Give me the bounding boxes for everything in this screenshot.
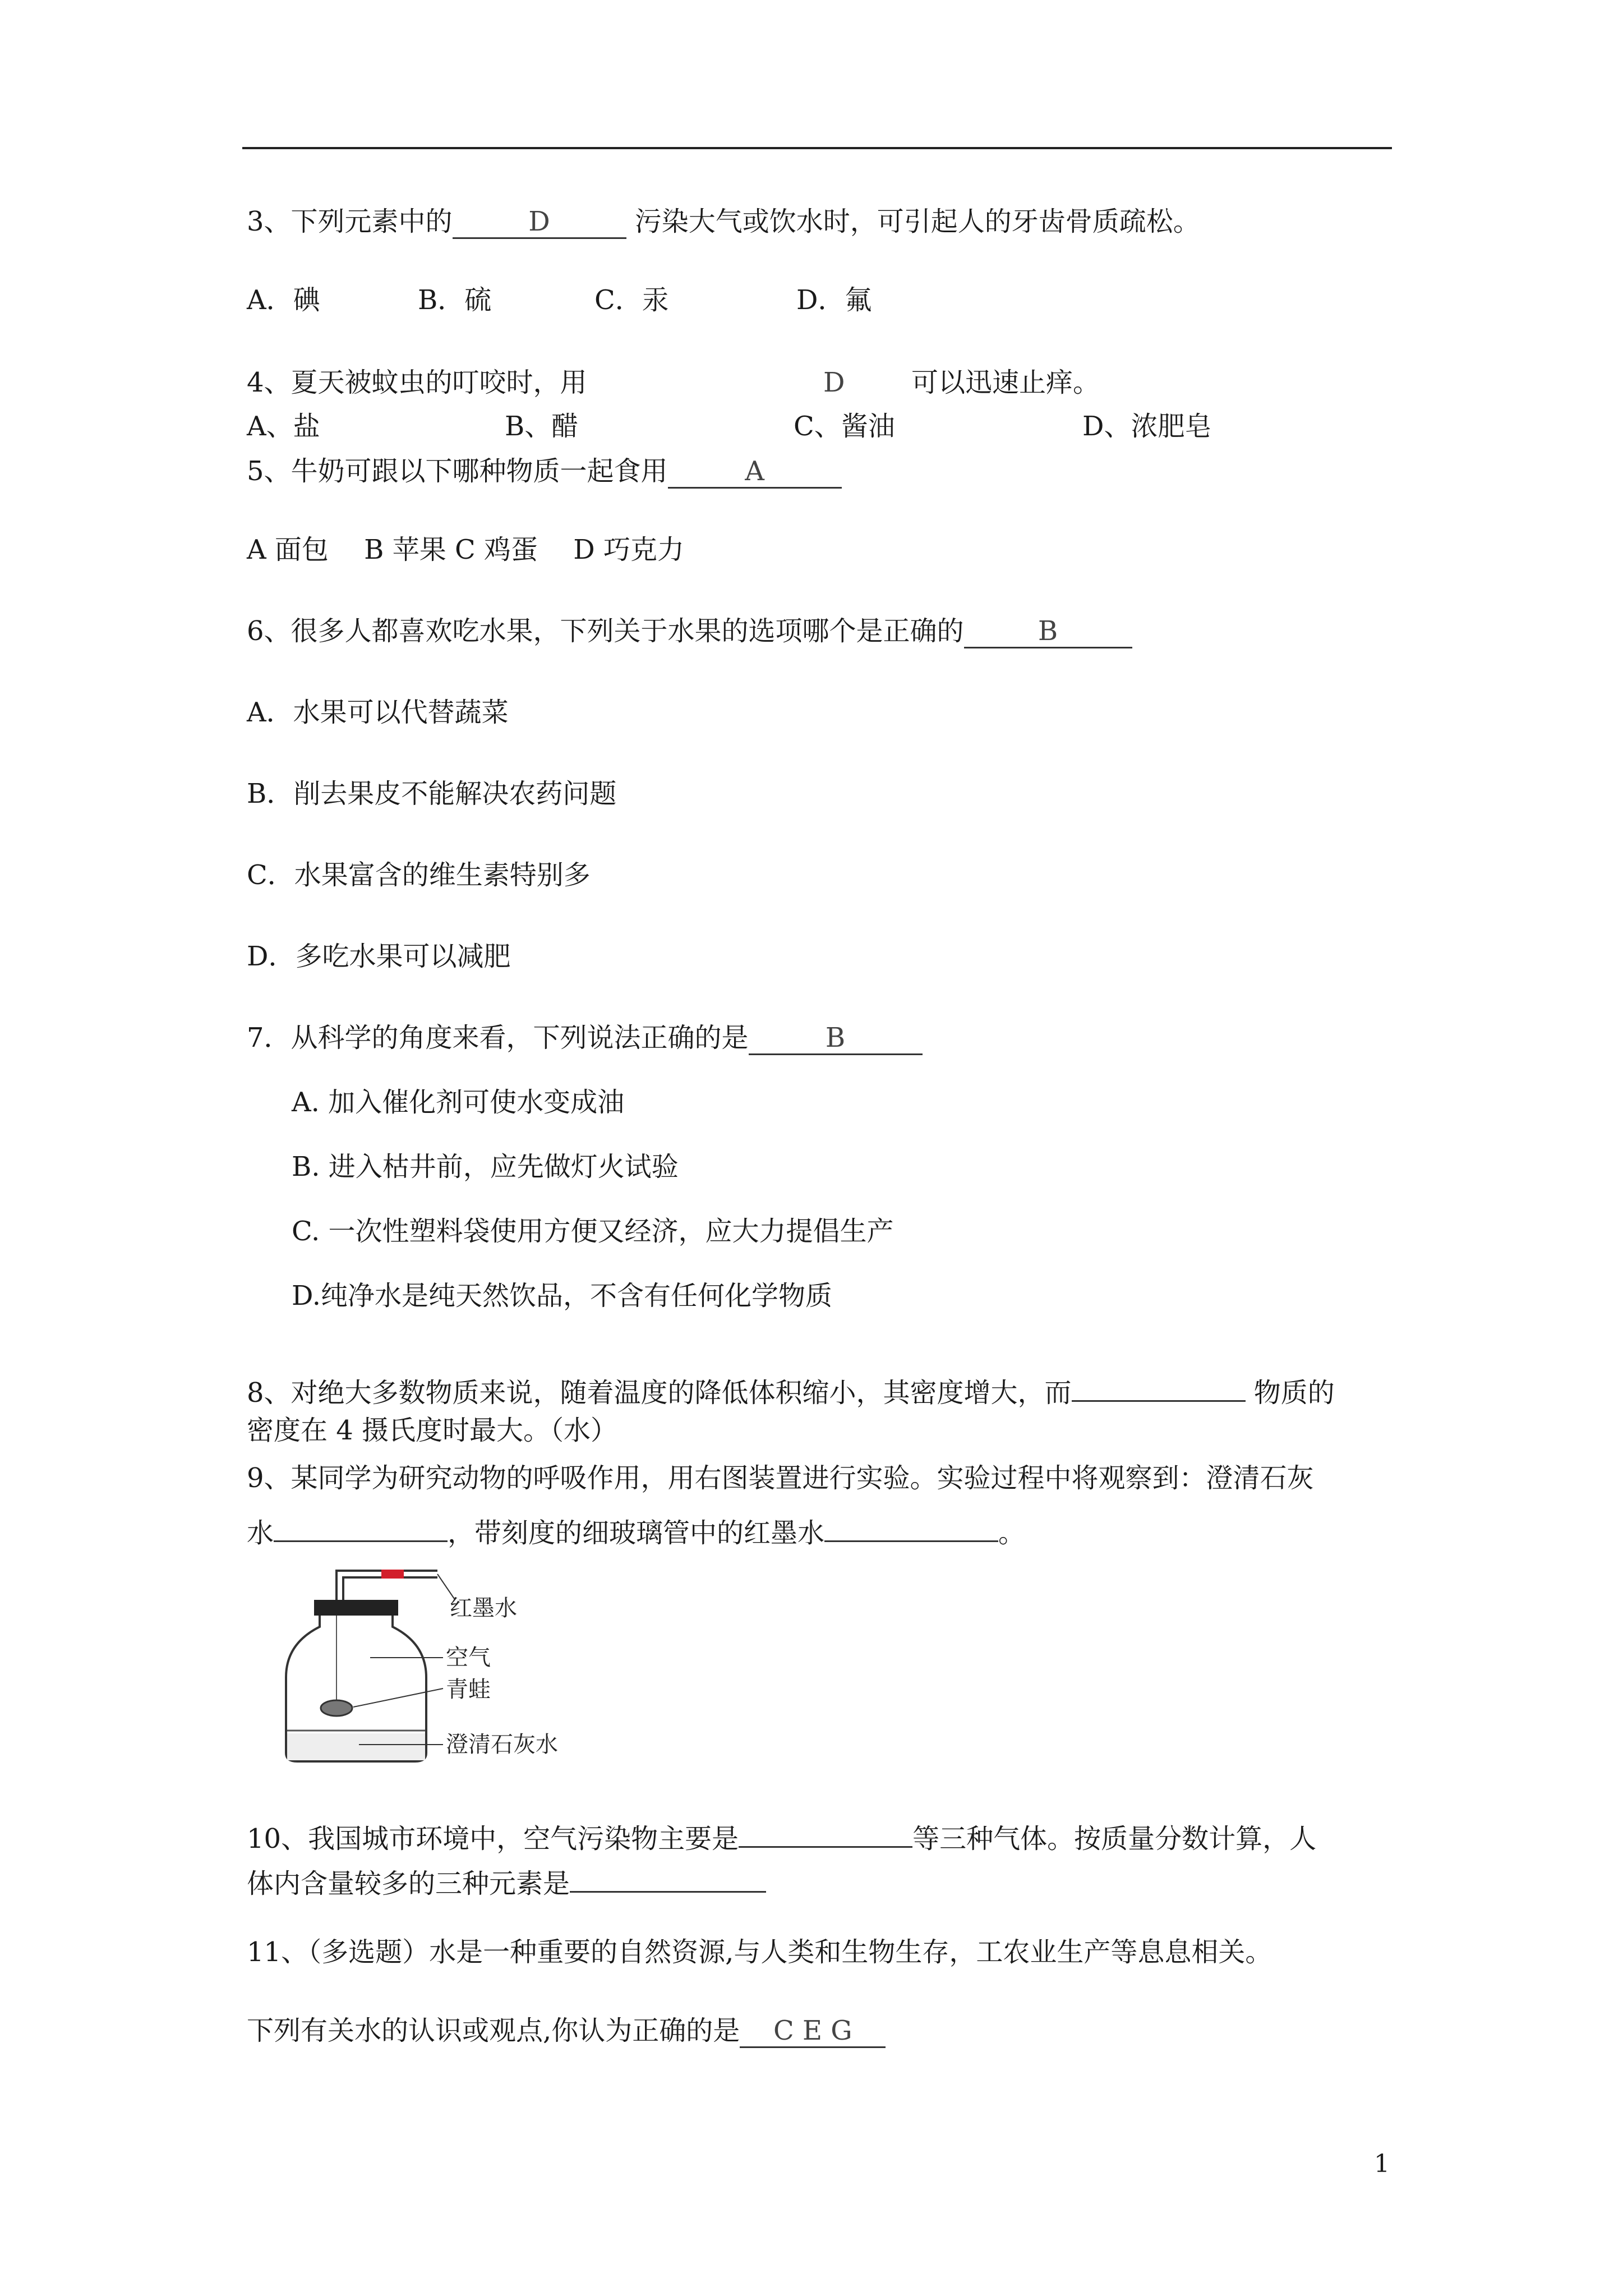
question-9-blank-1 [274, 1509, 448, 1542]
question-10-text: 体内含量较多的三种元素是 [247, 1868, 570, 1899]
question-6 [247, 614, 1132, 648]
question-4-stem: 4、夏天被蚊虫的叮咬时，用 [247, 367, 587, 398]
question-3-answer: D [453, 206, 626, 239]
question-10 [247, 1815, 1316, 1856]
question-10-blank-1 [739, 1815, 912, 1848]
question-10-stem: 10、我国城市环境中，空气污染物主要是 [247, 1823, 739, 1855]
question-7 [247, 1021, 923, 1055]
question-4 [247, 366, 587, 399]
question-6-option-a: A．水果可以代替蔬菜 [247, 697, 509, 728]
question-3-option-b: B．硫 [418, 284, 492, 316]
question-9-text-a: 水 [247, 1517, 274, 1549]
question-3-option-d: D．氟 [796, 284, 872, 316]
question-7-stem: 7．从科学的角度来看，下列说法正确的是 [247, 1022, 749, 1053]
question-6-option-d: D．多吃水果可以减肥 [247, 941, 511, 972]
header-rule [242, 147, 1392, 149]
question-9-text-b: ，带刻度的细玻璃管中的红墨水 [448, 1517, 825, 1549]
question-6-option-c: C．水果富含的维生素特别多 [247, 859, 591, 891]
question-3-option-a: A．碘 [247, 284, 320, 316]
question-7-option-c: C. 一次性塑料袋使用方便又经济，应大力提倡生产 [292, 1216, 894, 1247]
question-11-stem: 下列有关水的认识或观点,你认为正确的是 [247, 2015, 740, 2046]
question-3 [247, 205, 1200, 239]
question-10-line-2 [247, 1860, 766, 1901]
question-9-line-1: 9、某同学为研究动物的呼吸作用，用右图装置进行实验。实验过程中将观察到：澄清石灰 [247, 1462, 1314, 1494]
question-8-stem: 8、对绝大多数物质来说，随着温度的降低体积缩小，其密度增大，而 [247, 1377, 1072, 1409]
question-4-stem-end: 可以迅速止痒。 [911, 367, 1100, 398]
question-3-option-c: C．汞 [594, 284, 669, 316]
question-11-line-2 [247, 2014, 886, 2048]
question-4-option-d: D、浓肥皂 [1082, 411, 1212, 442]
question-6-answer: B [964, 615, 1132, 648]
question-8-line-2: 密度在 4 摄氏度时最大。（水） [247, 1415, 618, 1446]
question-7-option-a: A. 加入催化剂可使水变成油 [292, 1087, 625, 1118]
question-7-option-d: D.纯净水是纯天然饮品，不含有任何化学物质 [292, 1280, 833, 1312]
figure-label-red-ink: 红墨水 [450, 1595, 517, 1621]
question-8-blank [1072, 1369, 1246, 1402]
question-6-stem: 6、很多人都喜欢吃水果，下列关于水果的选项哪个是正确的 [247, 615, 964, 647]
question-3-stem-end: 污染大气或饮水时，可引起人的牙齿骨质疏松。 [626, 206, 1200, 237]
question-7-option-b: B. 进入枯井前，应先做灯火试验 [292, 1151, 679, 1182]
respiration-apparatus-figure [275, 1559, 589, 1767]
question-5-answer: A [668, 455, 842, 489]
figure-label-air: 空气 [446, 1645, 491, 1671]
question-4-option-a: A、盐 [247, 411, 320, 442]
figure-label-frog: 青蛙 [446, 1677, 491, 1703]
question-4-option-b: B、醋 [505, 411, 579, 442]
question-4-answer: D [823, 367, 845, 398]
question-3-stem: 3、下列元素中的 [247, 206, 453, 237]
question-8-stem-end: 物质的 [1245, 1377, 1335, 1409]
question-9-blank-2 [824, 1509, 998, 1542]
question-9-line-2 [247, 1509, 1025, 1550]
question-10-blank-2 [570, 1860, 766, 1893]
page-number: 1 [1374, 2150, 1390, 2178]
question-5-options: A 面包 B 苹果 C 鸡蛋 D 巧克力 [247, 534, 684, 565]
figure-label-limewater: 澄清石灰水 [446, 1732, 558, 1757]
question-9-text-c: 。 [998, 1517, 1026, 1549]
question-5-stem: 5、牛奶可跟以下哪种物质一起食用 [247, 455, 668, 487]
question-11-answer: C E G [740, 2015, 886, 2048]
question-4-option-c: C、酱油 [794, 411, 895, 442]
question-8 [247, 1369, 1335, 1410]
question-5 [247, 454, 842, 489]
question-6-option-b: B．削去果皮不能解决农药问题 [247, 778, 617, 809]
question-11-line-1: 11、（多选题）水是一种重要的自然资源,与人类和生物生存，工农业生产等息息相关。 [247, 1936, 1272, 1968]
question-10-stem-end: 等三种气体。按质量分数计算，人 [912, 1823, 1317, 1855]
question-7-answer: B [749, 1022, 923, 1055]
